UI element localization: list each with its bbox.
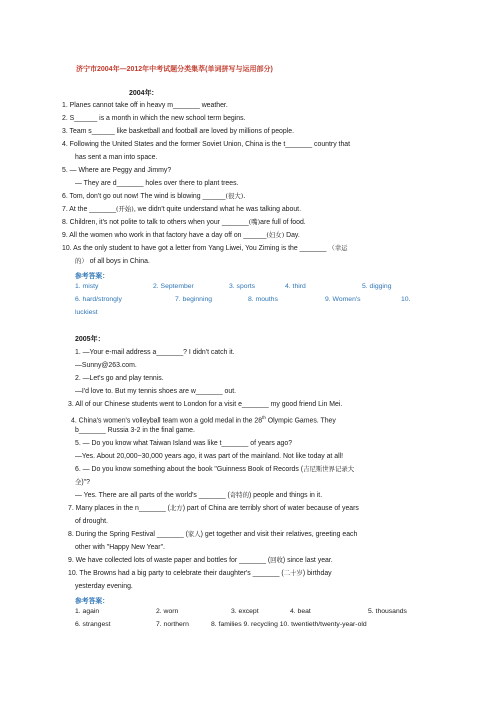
question-2005-2-reply: —I'd love to. But my tennis shoes are w_______ out.: [75, 388, 237, 395]
question-text: 9. We have collected lots of waste paper and bottles for _______ (: [68, 557, 271, 564]
answer-row-2005-b: [75, 621, 475, 631]
answer-item: 3. sports: [229, 283, 256, 290]
question-text: ) part of China are terribly short of water because of years: [182, 505, 359, 512]
section-heading-2004: 2004年:: [129, 90, 154, 97]
question-text: 10. As the only student to have got a letter from Yang Liwei, You Ziming is the _______: [62, 245, 327, 252]
answer-item: 2. worn: [156, 608, 179, 615]
question-2005-5: 5. — Do you know what Taiwan Island was like t_______ of years ago?: [75, 440, 293, 447]
question-text: Olympic Games. They: [265, 417, 336, 425]
superscript: th: [262, 415, 266, 420]
question-2004-8: [62, 218, 306, 227]
question-2004-9: [62, 231, 300, 240]
question-2005-3: 3. All of our Chinese students went to London for a visit e_______ my good friend Lin Mei.: [68, 401, 343, 408]
question-2005-5-reply: —Yes. About 20,000~30,000 years ago, it was part of the mainland. Not like today at all!: [75, 453, 344, 460]
answer-item: 7. beginning: [175, 296, 213, 303]
question-2004-4-cont: has sent a man into space.: [75, 154, 158, 161]
answer-item: 6. hard/strongly: [75, 296, 122, 303]
question-2005-1-reply: —Sunny@263.com.: [75, 362, 137, 369]
answer-item: 9. Women's: [325, 296, 361, 303]
question-text: ) birthday: [302, 570, 332, 577]
answer-key-label-2005: 参考答案：: [75, 598, 109, 605]
chinese-hint: (很大).: [225, 192, 246, 200]
question-2004-10: [62, 244, 348, 253]
question-text: ) since last year.: [282, 557, 333, 564]
question-2005-1: 1. —Your e-mail address a_______? I didn't catch it.: [75, 349, 235, 356]
question-2005-6-cont: [75, 478, 90, 487]
question-2005-10: [68, 569, 332, 578]
question-text: 10. The Browns had a big party to celebrate their daughter's _______ (: [68, 570, 284, 577]
question-2004-7: [62, 205, 301, 214]
question-text: 6. Tom, don't go out now! The wind is blowing ______: [62, 193, 226, 200]
question-2005-9: [68, 556, 333, 565]
question-2005-4-cont: b_______ Russia 3-2 in the final game.: [75, 427, 195, 434]
question-2005-8-cont: other with "Happy New Year".: [75, 544, 165, 551]
question-2005-4: [71, 413, 336, 425]
answer-key-label-2004: 参考答案：: [75, 273, 109, 280]
question-2004-5-reply: — They are d_______ holes over there to plant trees.: [75, 180, 239, 187]
question-2004-6: [62, 192, 245, 201]
question-text: 9. All the women who work in that factory have a day off on ______: [62, 232, 267, 239]
answer-item: 3. except: [231, 608, 259, 615]
answer-item: 4. beat: [290, 608, 311, 615]
question-2004-10-cont: [75, 257, 150, 266]
question-2005-10-cont: yesterday evening.: [75, 583, 133, 590]
question-text: , we didn't quite understand what he was talking about.: [133, 206, 301, 213]
chinese-hint: 回收: [270, 556, 283, 564]
chinese-hint: (开始): [116, 205, 134, 213]
document-title: 济宁市2004年—2012年中考试题分类集萃(单词拼写与运用部分): [76, 66, 273, 73]
question-text: ) get together and visit their relatives, greeting each: [200, 531, 358, 538]
answer-item: 8. mouths: [248, 296, 278, 303]
question-2005-7: [68, 504, 359, 513]
question-text: are full of food.: [260, 219, 306, 226]
question-text: ) people and things in it.: [248, 492, 323, 499]
question-2004-4: 4. Following the United States and the former Soviet Union, China is the t_______ country that: [62, 141, 351, 148]
question-2004-2: 2. S______ is a month in which the new school term begins.: [62, 115, 246, 122]
question-2005-8: [68, 530, 357, 539]
question-text: )"?: [81, 479, 90, 486]
answer-row-2004-a: [75, 283, 475, 293]
question-2005-2: 2. —Let's go and play tennis.: [75, 375, 164, 382]
question-text: 8. Children, it's not polite to talk to others when your _______: [62, 219, 249, 226]
question-text: Day.: [286, 232, 300, 239]
answer-item: luckiest: [75, 309, 98, 316]
answer-item: 2. September: [153, 283, 194, 290]
answer-item: 5. digging: [362, 283, 392, 290]
answer-item: 10.: [401, 296, 411, 303]
question-text: 6. — Do you know something about the book "Guinness Book of Records (: [75, 466, 304, 473]
chinese-hint: 北方: [169, 504, 183, 512]
chinese-hint: 全: [75, 478, 82, 486]
section-heading-2005: 2005年：: [75, 336, 105, 343]
answer-row-2005-a: [75, 608, 475, 618]
question-text: of all boys in China.: [89, 258, 150, 265]
question-2004-3: 3. Team s______ like basketball and football are loved by millions of people.: [62, 128, 295, 135]
chinese-hint: (嘴): [248, 218, 261, 226]
question-text: 7. Many places in the n_______ (: [68, 505, 170, 512]
chinese-hint: (妇女): [266, 231, 285, 239]
answer-item: 4. third: [285, 283, 306, 290]
answer-item: 5. thousands: [368, 608, 407, 615]
chinese-hint: 家人: [187, 530, 201, 538]
question-text: 4. China's women's volleyball team won a gold medal in the 28: [71, 417, 263, 425]
answer-item: 8. families 9. recycling 10. twentieth/twenty-year-old: [211, 621, 367, 628]
answer-item: 1. misty: [75, 283, 99, 290]
chinese-hint: 的）: [75, 257, 88, 265]
question-2004-5: 5. — Where are Peggy and Jimmy?: [62, 167, 172, 174]
question-2005-7-cont: of drought.: [75, 518, 108, 525]
chinese-hint: （幸运: [328, 244, 348, 252]
question-text: 7. At the _______: [62, 206, 117, 213]
answer-item: 7. northern: [156, 621, 189, 628]
chinese-hint: 吉尼斯世界记录大: [303, 465, 355, 473]
question-text: — Yes. There are all parts of the world's _______ (: [75, 492, 230, 499]
answer-row-2004-b: [75, 296, 475, 306]
question-2005-6-reply: [75, 491, 322, 500]
chinese-hint: 二十岁: [283, 569, 303, 577]
answer-item: 1. again: [75, 608, 100, 615]
answer-item: 6. strangest: [75, 621, 111, 628]
question-2004-1: 1. Planes cannot take off in heavy m_______ weather.: [62, 102, 228, 109]
question-2005-6: [75, 465, 354, 474]
chinese-hint: 奇特的: [229, 491, 249, 499]
question-text: 8. During the Spring Festival _______ (: [68, 531, 188, 538]
